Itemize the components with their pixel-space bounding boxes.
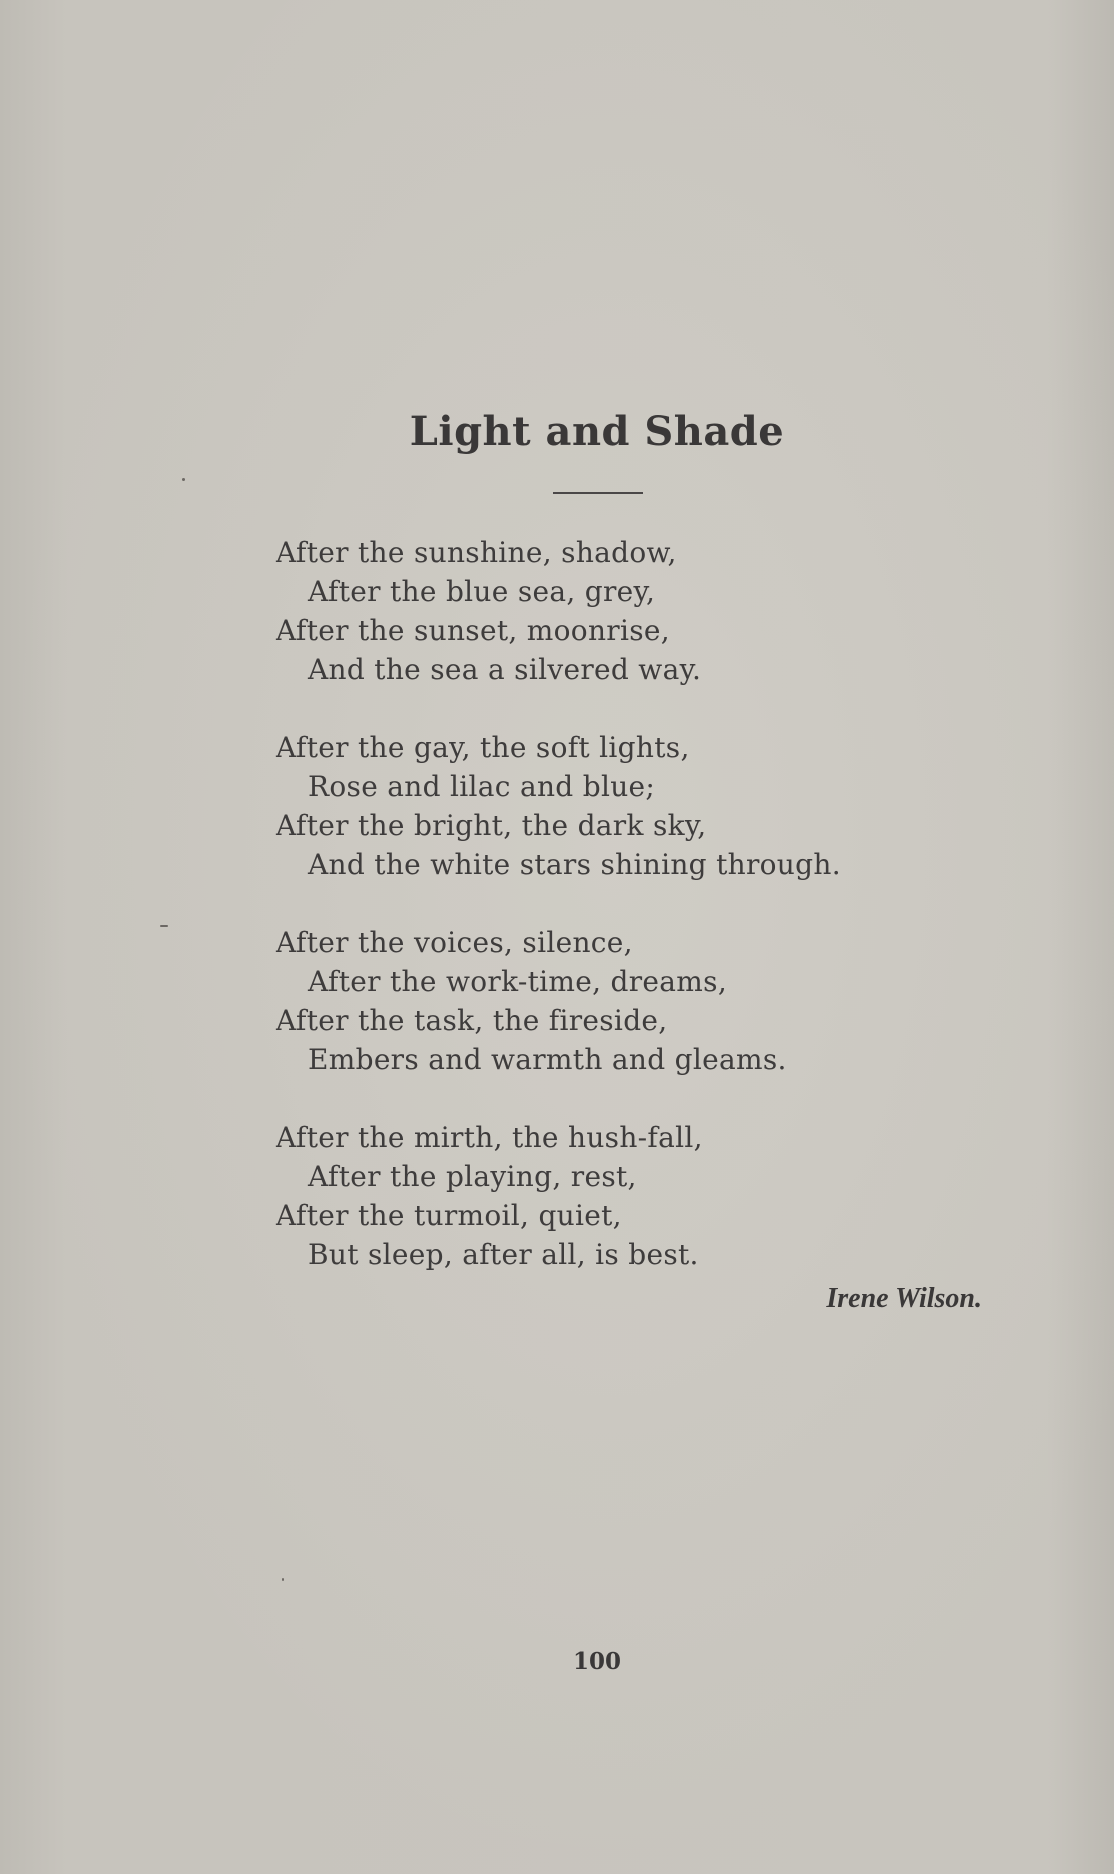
- poem-line: After the bright, the dark sky,: [276, 809, 707, 842]
- poem-line: After the blue sea, grey,: [308, 575, 656, 608]
- poem-line: And the white stars shining through.: [308, 848, 841, 881]
- stanza-3: [276, 923, 1036, 1079]
- paper-speck: [182, 478, 185, 481]
- stanza-1: [276, 533, 1036, 689]
- poem-line: After the playing, rest,: [308, 1160, 637, 1193]
- poem-line: After the turmoil, quiet,: [276, 1199, 622, 1232]
- poem-title: Light and Shade: [409, 408, 785, 455]
- paper-speck: [160, 925, 168, 927]
- poem-line: But sleep, after all, is best.: [308, 1238, 699, 1271]
- author-signature: Irene Wilson.: [826, 1283, 982, 1314]
- poem-line: After the mirth, the hush-fall,: [276, 1121, 703, 1154]
- poem-line: Rose and lilac and blue;: [308, 770, 656, 803]
- poem-line: Embers and warmth and gleams.: [308, 1043, 787, 1076]
- poem-line: And the sea a silvered way.: [308, 653, 702, 686]
- stanza-4: [276, 1118, 1036, 1274]
- paper-speck: [282, 1578, 284, 1581]
- poem-line: After the gay, the soft lights,: [276, 731, 690, 764]
- poem-body: [276, 533, 1036, 1313]
- poem-line: After the sunshine, shadow,: [276, 536, 677, 569]
- poem-line: After the voices, silence,: [276, 926, 633, 959]
- stanza-2: [276, 728, 1036, 884]
- page-number: 100: [572, 1648, 621, 1675]
- poem-line: After the task, the fireside,: [276, 1004, 668, 1037]
- poem-line: After the work-time, dreams,: [308, 965, 728, 998]
- poem-line: After the sunset, moonrise,: [276, 614, 670, 647]
- title-divider: [553, 492, 643, 494]
